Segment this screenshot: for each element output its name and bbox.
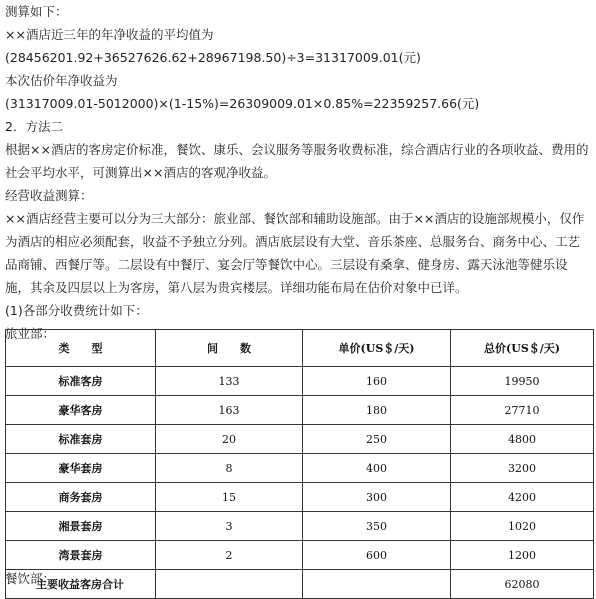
table-header-row <box>6 330 594 367</box>
cell-count: 20 <box>156 425 303 454</box>
text-line: (1)各部分收费统计如下： <box>5 303 148 318</box>
text-line: 本次估价年净收益为 <box>5 73 118 88</box>
cell-total: 1200 <box>451 541 594 570</box>
total-value: 62080 <box>451 570 594 599</box>
formula-line: (28456201.92+36527626.62+28967198.50)÷3=31317009.01(元) <box>5 50 421 65</box>
cell-total: 27710 <box>451 396 594 425</box>
table-row <box>6 367 594 396</box>
cell-count: 163 <box>156 396 303 425</box>
cell-type: 豪华套房 <box>6 454 156 483</box>
text-line: ××酒店近三年的年净收益的平均值为 <box>5 27 214 42</box>
cell-count: 3 <box>156 512 303 541</box>
header-type: 类 型 <box>6 330 156 367</box>
cell-type: 商务套房 <box>6 483 156 512</box>
cell-count: 2 <box>156 541 303 570</box>
total-label: 主要收益客房合计 <box>6 570 156 599</box>
section-heading: 2．方法二 <box>5 119 63 134</box>
header-unit-price: 单价(US＄/天) <box>303 330 451 367</box>
document-body <box>5 0 593 345</box>
cell-total: 3200 <box>451 454 594 483</box>
header-total-price: 总价(US＄/天) <box>451 330 594 367</box>
header-count: 间 数 <box>156 330 303 367</box>
cell-unit-price: 250 <box>303 425 451 454</box>
cell-total: 19950 <box>451 367 594 396</box>
cell-type: 标准套房 <box>6 425 156 454</box>
cell-type: 湾景套房 <box>6 541 156 570</box>
cell-type: 湘景套房 <box>6 512 156 541</box>
table-row <box>6 425 594 454</box>
cell-unit-price: 160 <box>303 367 451 396</box>
text-line: 旅业部： <box>5 326 56 341</box>
paragraph: ××酒店经营主要可以分为三大部分：旅业部、餐饮部和辅助设施部。由于××酒店的设施部规模小，仅作为酒店的相应必须配套，收益不予独立分列。酒店底层设有大堂、音乐茶座、总服务台、商务中心、工艺品商铺、西餐厅等。二层设有中餐厅、宴会厅等餐饮中心。三层设有桑拿、健身房、露天泳池等健乐设施，其余及四层以上为客房，第八层为贵宾楼层。详细功能布局在估价对象中已详。 <box>5 211 585 295</box>
cell-total: 1020 <box>451 512 594 541</box>
total-empty-cell <box>303 570 451 599</box>
cell-count: 133 <box>156 367 303 396</box>
table-total-row <box>6 570 594 599</box>
table-row <box>6 512 594 541</box>
cell-type: 豪华客房 <box>6 396 156 425</box>
cell-unit-price: 600 <box>303 541 451 570</box>
text-line: 经营收益测算： <box>5 188 93 203</box>
text-line: 餐饮部： <box>5 571 56 586</box>
table-row <box>6 483 594 512</box>
cell-total: 4800 <box>451 425 594 454</box>
table-row <box>6 454 594 483</box>
total-empty-cell <box>156 570 303 599</box>
cell-type: 标准客房 <box>6 367 156 396</box>
cell-count: 15 <box>156 483 303 512</box>
room-revenue-table <box>5 329 593 599</box>
cell-unit-price: 300 <box>303 483 451 512</box>
table-row <box>6 541 594 570</box>
cell-unit-price: 400 <box>303 454 451 483</box>
cell-unit-price: 350 <box>303 512 451 541</box>
paragraph: 根据××酒店的客房定价标准，餐饮、康乐、会议服务等服务收费标准，综合酒店行业的各项收益、费用的社会平均水平，可测算出××酒店的客观净收益。 <box>5 142 589 180</box>
formula-line: (31317009.01-5012000)×(1-15%)=26309009.01×0.85%=22359257.66(元) <box>5 96 480 111</box>
cell-count: 8 <box>156 454 303 483</box>
cell-total: 4200 <box>451 483 594 512</box>
text-line: 测算如下： <box>5 4 68 19</box>
table-row <box>6 396 594 425</box>
cell-unit-price: 180 <box>303 396 451 425</box>
